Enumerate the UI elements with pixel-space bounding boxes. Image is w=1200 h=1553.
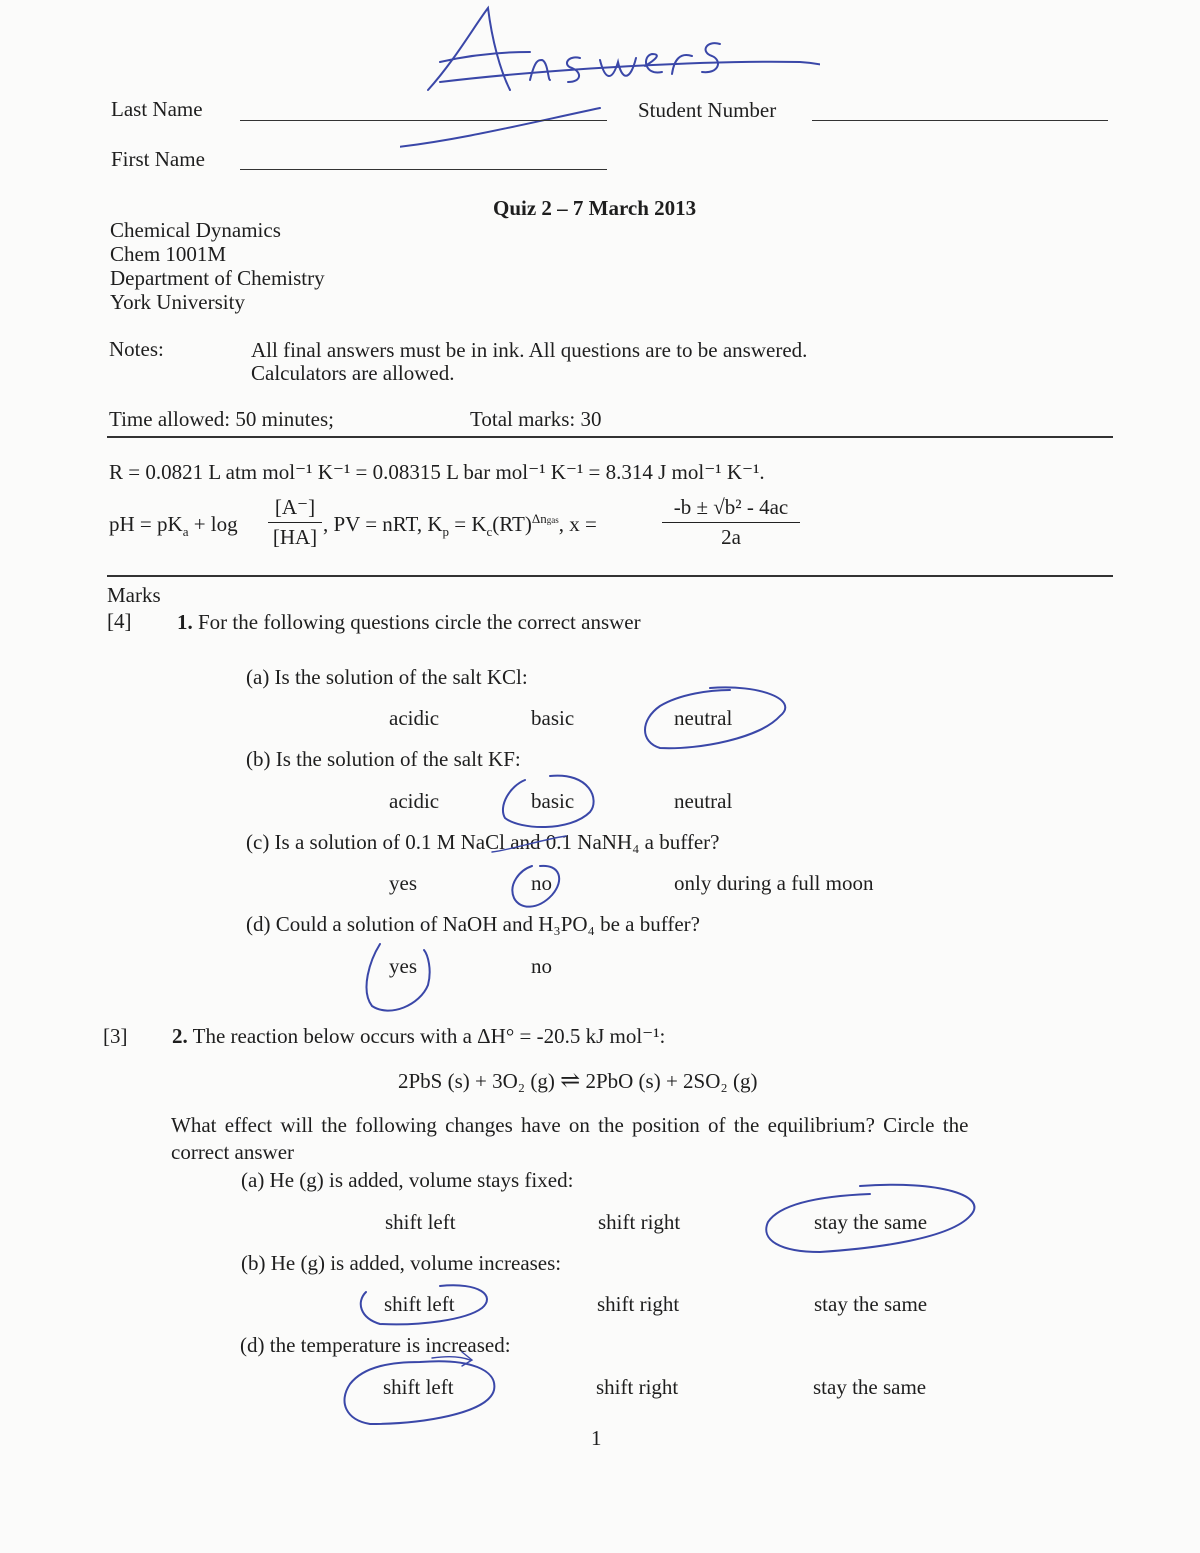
- notes-line-1: All final answers must be in ink. All questions are to be answered.: [251, 338, 808, 362]
- gas-constant-line: R = 0.0821 L atm mol⁻¹ K⁻¹ = 0.08315 L bar mol⁻¹ K⁻¹ = 8.314 J mol⁻¹ K⁻¹.: [109, 460, 765, 484]
- first-name-label: First Name: [111, 147, 205, 171]
- q2-marks: [3]: [103, 1024, 128, 1048]
- student-number-field[interactable]: [812, 120, 1108, 121]
- q1a-option-neutral[interactable]: neutral: [674, 706, 733, 730]
- q1d-option-yes[interactable]: yes: [389, 954, 417, 978]
- notes-line-2: Calculators are allowed.: [251, 361, 455, 385]
- q1c-option-yes[interactable]: yes: [389, 871, 417, 895]
- q2-heading: 2. The reaction below occurs with a ΔH° = -20.5 kJ mol⁻¹:: [172, 1024, 666, 1048]
- first-name-field[interactable]: [240, 169, 607, 170]
- q1d-prompt: (d) Could a solution of NaOH and H₃PO₄ be a buffer?: [246, 912, 700, 936]
- q1-marks: [4]: [107, 609, 132, 633]
- q1b-option-acidic[interactable]: acidic: [389, 789, 440, 813]
- q1a-option-acidic[interactable]: acidic: [389, 706, 440, 730]
- quiz-title: Quiz 2 – 7 March 2013: [493, 196, 697, 220]
- q1a-prompt: (a) Is the solution of the salt KCl:: [246, 665, 528, 689]
- quadratic-fraction: -b ± √b² - 4ac 2a: [662, 495, 800, 550]
- q1c-option-no[interactable]: no: [531, 871, 552, 895]
- q2d-option-stay-same[interactable]: stay the same: [813, 1375, 927, 1399]
- course-line-1: Chemical Dynamics: [110, 218, 281, 242]
- total-marks: Total marks: 30: [470, 407, 602, 431]
- page-number: 1: [591, 1426, 602, 1450]
- q2b-option-shift-left[interactable]: shift left: [384, 1292, 455, 1316]
- q2a-option-stay-same[interactable]: stay the same: [814, 1210, 928, 1234]
- course-line-4: York University: [110, 290, 245, 314]
- q1b-option-neutral[interactable]: neutral: [674, 789, 733, 813]
- handwritten-answers-title: [400, 0, 820, 160]
- q2a-prompt: (a) He (g) is added, volume stays fixed:: [241, 1168, 574, 1192]
- divider-top: [107, 436, 1113, 438]
- q1c-option-full-moon[interactable]: only during a full moon: [674, 871, 874, 895]
- notes-label: Notes:: [109, 337, 164, 361]
- last-name-field[interactable]: [240, 120, 607, 121]
- last-name-label: Last Name: [111, 97, 203, 121]
- ph-left: pH = pK: [109, 512, 183, 536]
- marks-label: Marks: [107, 583, 161, 607]
- course-line-2: Chem 1001M: [110, 242, 227, 266]
- q2a-option-shift-left[interactable]: shift left: [385, 1210, 456, 1234]
- q1b-prompt: (b) Is the solution of the salt KF:: [246, 747, 521, 771]
- q1a-option-basic[interactable]: basic: [531, 706, 575, 730]
- q2d-option-shift-right[interactable]: shift right: [596, 1375, 679, 1399]
- q1b-option-basic[interactable]: basic: [531, 789, 575, 813]
- q2b-option-stay-same[interactable]: stay the same: [814, 1292, 928, 1316]
- q1d-option-no[interactable]: no: [531, 954, 552, 978]
- course-line-3: Department of Chemistry: [110, 266, 325, 290]
- q2b-option-shift-right[interactable]: shift right: [597, 1292, 680, 1316]
- q2a-option-shift-right[interactable]: shift right: [598, 1210, 681, 1234]
- q2d-option-shift-left[interactable]: shift left: [383, 1375, 454, 1399]
- q2-instruction-line-1: What effect will the following changes have on the position of the equilibrium? Circle the: [171, 1113, 969, 1137]
- equilibrium-arrow-icon: ⇌: [560, 1068, 581, 1094]
- q2d-prompt: (d) the temperature is increased:: [240, 1333, 511, 1357]
- q1c-prompt: (c) Is a solution of 0.1 M NaCl and 0.1 NaNH₄ a buffer?: [246, 830, 720, 854]
- henderson-fraction: [A⁻] [HA]: [268, 495, 322, 550]
- q1-heading: 1. For the following questions circle the correct answer: [177, 610, 641, 634]
- student-number-label: Student Number: [638, 98, 777, 122]
- q2b-prompt: (b) He (g) is added, volume increases:: [241, 1251, 562, 1275]
- q2-reaction: 2PbS (s) + 3O₂ (g) ⇌ 2PbO (s) + 2SO₂ (g): [398, 1068, 758, 1094]
- time-allowed: Time allowed: 50 minutes;: [109, 407, 334, 431]
- q2-instruction-line-2: correct answer: [171, 1140, 295, 1164]
- divider-bottom: [107, 575, 1113, 577]
